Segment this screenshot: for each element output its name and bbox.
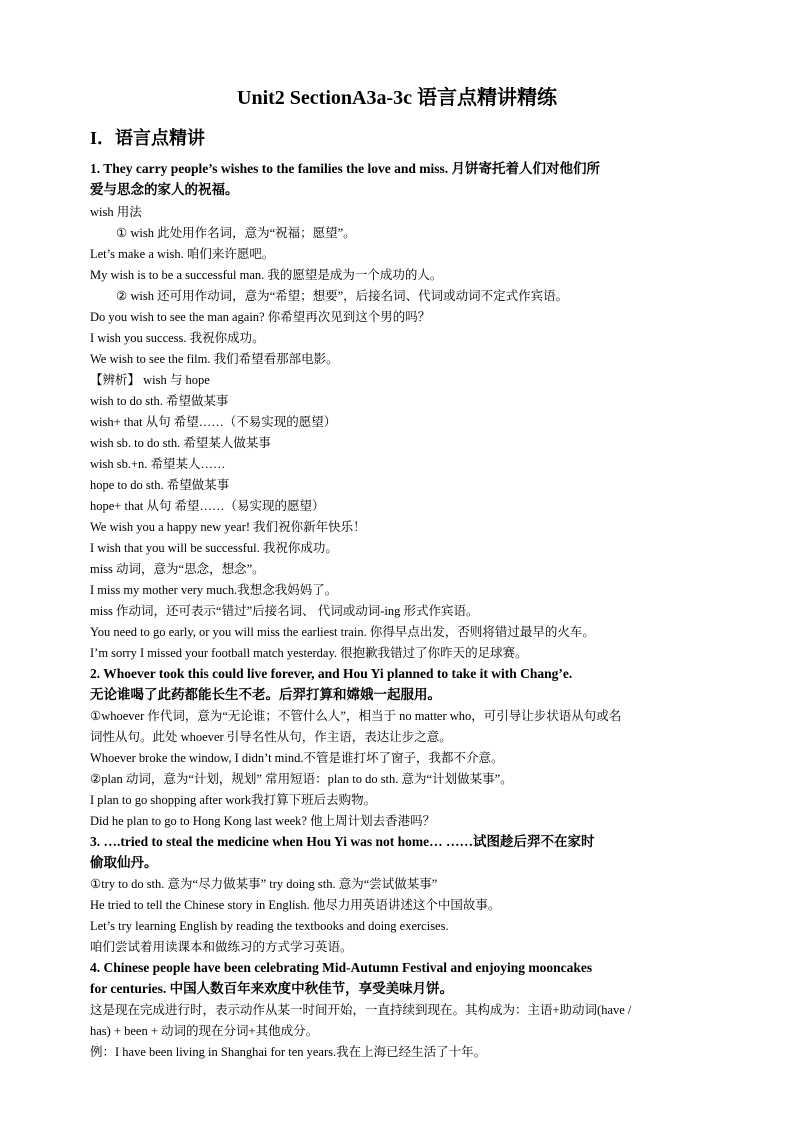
- text-line: hope+ that 从句 希望……（易实现的愿望）: [90, 499, 325, 513]
- text-line: He tried to tell the Chinese story in English. 他尽力用英语讲述这个中国故事。: [90, 898, 501, 912]
- text-line: wish sb.+n. 希望某人……: [90, 457, 226, 471]
- text-line: Do you wish to see the man again? 你希望再次见到这个男的吗？: [90, 310, 431, 324]
- text-line: wish to do sth. 希望做某事: [90, 394, 229, 408]
- text-line: 咱们尝试着用读课本和做练习的方式学习英语。: [90, 940, 353, 954]
- point-2-heading: 2. Whoever took this could live forever, and Hou Yi planned to take it with Chang’e.: [90, 666, 573, 681]
- text-line: My wish is to be a successful man. 我的愿望是成为一个成功的人。: [90, 268, 443, 282]
- text-line: wish 用法: [90, 205, 142, 219]
- text-line: You need to go early, or you will miss the earliest train. 你得早点出发，否则将错过最早的火车。: [90, 625, 595, 639]
- text-line: ② wish 还可用作动词，意为“希望；想要”，后接名词、代词或动词不定式作宾语。: [116, 289, 569, 303]
- text-line: miss 动词，意为“思念，想念”。: [90, 562, 265, 576]
- point-1-heading-cont: 爱与思念的家人的祝福。: [90, 182, 239, 197]
- text-line: I plan to go shopping after work我打算下班后去购物。: [90, 793, 377, 807]
- text-line: We wish to see the film. 我们希望看那部电影。: [90, 352, 339, 366]
- point-4-heading-cont: for centuries. 中国人数百年来欢度中秋佳节，享受美味月饼。: [90, 981, 454, 996]
- text-line: I’m sorry I missed your football match yesterday. 很抱歉我错过了你昨天的足球赛。: [90, 646, 528, 660]
- text-line: I wish you success. 我祝你成功。: [90, 331, 265, 345]
- text-line: wish sb. to do sth. 希望某人做某事: [90, 436, 271, 450]
- text-line: Whoever broke the window, I didn’t mind.不管是谁打坏了窗子，我都不介意。: [90, 751, 504, 765]
- text-line: Let’s try learning English by reading the textbooks and doing exercises.: [90, 919, 449, 933]
- text-line: We wish you a happy new year! 我们祝你新年快乐！: [90, 520, 366, 534]
- point-1-heading: 1. They carry people’s wishes to the families the love and miss. 月饼寄托着人们对他们所: [90, 161, 600, 176]
- text-line: hope to do sth. 希望做某事: [90, 478, 230, 492]
- text-line: 这是现在完成进行时，表示动作从某一时间开始，一直持续到现在。其构成为：主语+助动词(have /: [90, 1003, 632, 1017]
- text-line: has) + been + 动词的现在分词+其他成分。: [90, 1024, 319, 1038]
- point-3-heading-cont: 偷取仙丹。: [90, 855, 158, 870]
- text-line: 【辨析】 wish 与 hope: [90, 373, 210, 387]
- page-title: Unit2 SectionA3a-3c 语言点精讲精练: [237, 87, 557, 109]
- text-line: ①try to do sth. 意为“尽力做某事” try doing sth. 意为“尝试做某事”: [90, 877, 438, 891]
- text-line: I miss my mother very much.我想念我妈妈了。: [90, 583, 338, 597]
- point-3-heading: 3. ….tried to steal the medicine when Hou Yi was not home… ……试图趁后羿不在家时: [90, 834, 595, 849]
- text-line: 例：I have been living in Shanghai for ten years.我在上海已经生活了十年。: [90, 1045, 487, 1059]
- text-line: Let’s make a wish. 咱们来许愿吧。: [90, 247, 275, 261]
- text-line: Did he plan to go to Hong Kong last week? 他上周计划去香港吗？: [90, 814, 436, 828]
- section-heading: I．语言点精讲: [90, 128, 206, 148]
- point-4-heading: 4. Chinese people have been celebrating Mid-Autumn Festival and enjoying mooncakes: [90, 960, 593, 975]
- text-line: 词性从句。此处 whoever 引导名性从句，作主语，表达让步之意。: [90, 730, 452, 744]
- point-2-heading-cont: 无论谁喝了此药都能长生不老。后羿打算和嫦娥一起服用。: [90, 687, 441, 702]
- text-line: ① wish 此处用作名词，意为“祝福；愿望”。: [116, 226, 356, 240]
- text-line: ①whoever 作代词，意为“无论谁；不管什么人”，相当于 no matter who，可引导让步状语从句或名: [90, 709, 622, 723]
- text-line: ②plan 动词，意为“计划，规划” 常用短语：plan to do sth. 意为“计划做某事”。: [90, 772, 513, 786]
- text-line: I wish that you will be successful. 我祝你成功。: [90, 541, 338, 555]
- text-line: wish+ that 从句 希望……（不易实现的愿望）: [90, 415, 337, 429]
- text-line: miss 作动词，还可表示“错过”后接名词、 代词或动词-ing 形式作宾语。: [90, 604, 479, 618]
